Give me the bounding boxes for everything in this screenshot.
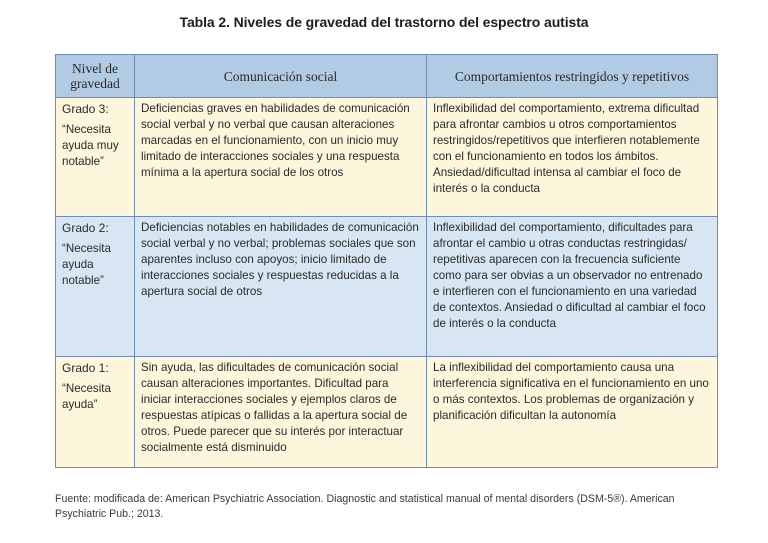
social-communication-cell: Deficiencias notables en habilidades de comunicación social verbal y no verbal; problemas sociales que son aparentes incluso con apoyos; inicio limitado de interacciones sociales y respuestas reducidas a la apertura social de otros <box>135 217 427 357</box>
severity-cell <box>56 217 135 357</box>
header-social-communication: Comunicación social <box>135 55 427 98</box>
restricted-behaviors-cell: Inflexibilidad del comportamiento, dificultades para afrontar el cambio u otras conductas restringidas/ repetitivas aparecen con la frecuencia suficiente como para ser obvias a un observador no entrenado e interfieren con el funcionamiento en una variedad de contextos. Ansiedad o dificultad al cambiar el foco de interés o la conducta <box>427 217 718 357</box>
grade-label: Grado 2: <box>62 221 109 235</box>
table-header-row <box>56 55 718 98</box>
grade-label: Grado 1: <box>62 361 109 375</box>
severity-table <box>55 54 718 468</box>
grade-support-note: “Necesita ayuda” <box>62 382 111 411</box>
grade-support-note: “Necesita ayuda notable” <box>62 242 111 287</box>
source-footnote: Fuente: modificada de: American Psychiatric Association. Diagnostic and statistical manual of mental disorders (DSM-5®). American Psychiatric Pub.; 2013. <box>55 493 675 520</box>
severity-cell <box>56 98 135 217</box>
table-row-grade-3 <box>56 98 718 217</box>
header-severity-level: Nivel de gravedad <box>56 55 135 98</box>
social-communication-cell: Deficiencias graves en habilidades de comunicación social verbal y no verbal que causan alteraciones marcadas en el funcionamiento, con un inicio muy limitado de interacciones sociales y una respuesta mínima a la apertura social de los otros <box>135 98 427 217</box>
grade-support-note: “Necesita ayuda muy notable” <box>62 123 119 168</box>
restricted-behaviors-cell: Inflexibilidad del comportamiento, extrema dificultad para afrontar cambios u otros comportamientos restringidos/repetitivos que interfieren notablemente con el funcionamiento en todos los ámbitos. Ansiedad/dificultad intensa al cambiar el foco de interés o la conducta <box>427 98 718 217</box>
social-communication-cell: Sin ayuda, las dificultades de comunicación social causan alteraciones importantes. Dificultad para iniciar interacciones sociales y ejemplos claros de respuestas atípicas o fallidas a la apertura social de otros. Puede parecer que su interés por interactuar socialmente está disminuido <box>135 357 427 468</box>
table-row-grade-1 <box>56 357 718 468</box>
restricted-behaviors-cell: La inflexibilidad del comportamiento causa una interferencia significativa en el funcionamiento en uno o más contextos. Los problemas de organización y planificación dificultan la autonomía <box>427 357 718 468</box>
table-title: Tabla 2. Niveles de gravedad del trastorno del espectro autista <box>179 14 589 30</box>
severity-cell <box>56 357 135 468</box>
grade-label: Grado 3: <box>62 102 109 116</box>
table-row-grade-2 <box>56 217 718 357</box>
header-restricted-behaviors: Comportamientos restringidos y repetitivos <box>427 55 718 98</box>
